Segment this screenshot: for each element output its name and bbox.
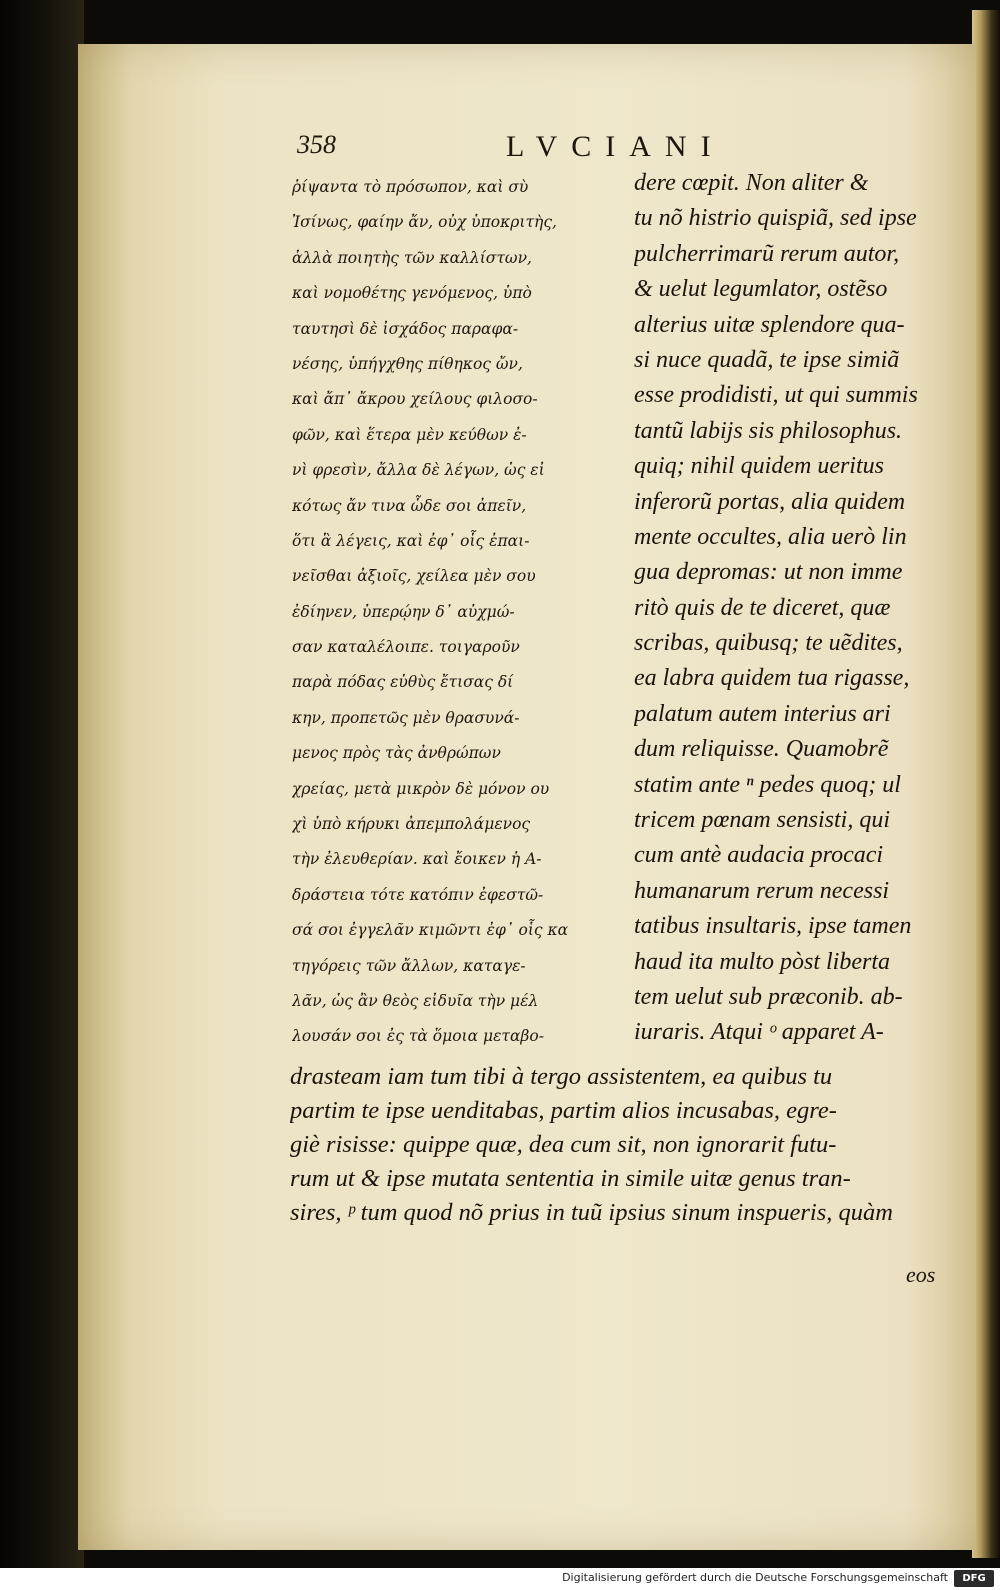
greek-text-line: φῶν, καὶ ἕτερα μὲν κεύθων ἐ- xyxy=(292,425,527,444)
latin-text-line: tricem pœnam sensisti, qui xyxy=(634,807,890,834)
latin-text-line: palatum autem interius ari xyxy=(634,700,891,727)
latin-text-line: sires, ᵖ tum quod nõ prius in tuũ ipsius sinum inspueris, quàm xyxy=(290,1199,893,1226)
running-title: LVCIANI xyxy=(506,130,725,163)
greek-text-line: Ἰσίνως, φαίην ἄν, οὐχ ὑποκριτὴς, xyxy=(292,213,557,232)
latin-text-line: gua depromas: ut non imme xyxy=(634,559,903,586)
greek-text-line: λᾶν, ὡς ἂν θεὸς εἰδυῖα τὴν μέλ xyxy=(292,991,539,1010)
greek-text-line: παρὰ πόδας εὐθὺς ἔτισας δί xyxy=(292,673,514,692)
latin-text-line: cum antè audacia procaci xyxy=(634,842,884,869)
latin-text-line: tem uelut sub præconib. ab- xyxy=(634,983,903,1010)
latin-text-line: giè risisse: quippe quæ, dea cum sit, non ignorarit futu- xyxy=(290,1131,837,1158)
latin-text-line: dere cœpit. Non aliter & xyxy=(634,170,869,196)
latin-full-width-text xyxy=(290,1060,950,1230)
latin-text-line: humanarum rerum necessi xyxy=(634,877,890,904)
latin-text-line: dum reliquisse. Quamobrẽ xyxy=(634,736,889,763)
latin-text-line: iuraris. Atqui ᵒ apparet A- xyxy=(634,1019,884,1046)
latin-text-line: statim ante ⁿ pedes quoq; ul xyxy=(634,771,901,798)
latin-text-line: si nuce quadã, te ipse simiã xyxy=(634,346,900,373)
greek-text-line: ταυτησὶ δὲ ἰσχάδος παραφα- xyxy=(292,319,519,338)
greek-text-line: χὶ ὑπὸ κήρυκι ἀπεμπολάμενος xyxy=(292,815,531,834)
greek-text-line: κην, προπετῶς μὲν θρασυνά- xyxy=(292,708,520,727)
latin-text-line: tatibus insultaris, ipse tamen xyxy=(634,913,912,940)
latin-text-line: ritò quis de te diceret, quæ xyxy=(634,594,891,621)
latin-text-line: pulcherrimarũ rerum autor, xyxy=(634,240,900,267)
greek-text-line: καὶ νομοθέτης γενόμενος, ὑπὸ xyxy=(292,284,532,303)
book-edge xyxy=(972,10,1000,1558)
greek-text-line: τηγόρεις τῶν ἄλλων, καταγε- xyxy=(292,956,526,975)
latin-text-line: mente occultes, alia uerò lin xyxy=(634,523,907,550)
latin-text-line: tu nõ histrio quispiã, sed ipse xyxy=(634,205,917,232)
latin-text-line: rum ut & ipse mutata sententia in simile uitæ genus tran- xyxy=(290,1165,851,1192)
greek-text-line: νεῖσθαι ἀξιοῖς, χείλεα μὲν σου xyxy=(292,567,536,586)
greek-text-line: νέσης, ὑπήγχθης πίθηκος ὤν, xyxy=(292,354,523,373)
greek-text-line: λουσάν σοι ἐς τὰ ὅμοια μεταβο- xyxy=(292,1027,544,1046)
latin-text-column xyxy=(634,166,964,1051)
latin-text-line: alterius uitæ splendore qua- xyxy=(634,311,905,338)
dfg-logo: DFG xyxy=(954,1570,994,1587)
greek-text-line: μενος πρὸς τὰς ἀνθρώπων xyxy=(292,744,501,763)
page-number: 358 xyxy=(297,130,336,159)
digitization-footer xyxy=(0,1568,1000,1590)
greek-text-line: ἀλλὰ ποιητὴς τῶν καλλίστων, xyxy=(292,248,532,267)
latin-text-line: haud ita multo pòst liberta xyxy=(634,948,891,975)
greek-text-line: νὶ φρεσὶν, ἄλλα δὲ λέγων, ὡς εἰ xyxy=(292,461,545,480)
left-page-bleed xyxy=(0,0,84,1568)
greek-text-line: χρείας, μετὰ μικρὸν δὲ μόνον ου xyxy=(292,779,550,798)
greek-text-line: σαν καταλέλοιπε. τοιγαροῦν xyxy=(292,638,520,657)
greek-text-line: κότως ἄν τινα ὧδε σοι ἀπεῖν, xyxy=(292,496,527,515)
latin-text-line: scribas, quibusq; te uẽdites, xyxy=(634,630,903,657)
funding-credit: Digitalisierung gefördert durch die Deutsche Forschungsgemeinschaft xyxy=(562,1571,948,1584)
greek-text-line: ἐδίηνεν, ὑπερῴην δ᾽ αὐχμώ- xyxy=(292,602,515,621)
greek-text-line: δράστεια τότε κατόπιν ἐφεστῶ- xyxy=(292,885,544,904)
latin-text-line: esse prodidisti, ut qui summis xyxy=(634,382,918,409)
latin-text-line: tantũ labijs sis philosophus. xyxy=(634,417,903,444)
latin-text-line: inferorũ portas, alia quidem xyxy=(634,488,906,515)
latin-text-line: ea labra quidem tua rigasse, xyxy=(634,665,910,692)
catchword: eos xyxy=(906,1262,936,1287)
greek-text-column xyxy=(292,170,610,1055)
greek-text-line: τὴν ἐλευθερίαν. καὶ ἔοικεν ἡ Α- xyxy=(292,850,542,869)
greek-text-line: σά σοι ἐγγελᾶν κιμῶντι ἐφ᾽ οἷς κα xyxy=(292,921,569,940)
greek-text-line: καὶ ἄπ᾽ ἄκρου χείλους φιλοσο- xyxy=(292,390,538,409)
latin-text-line: partim te ipse uenditabas, partim alios incusabas, egre- xyxy=(290,1097,837,1124)
latin-text-line: quiq; nihil quidem ueritus xyxy=(634,453,884,480)
running-head xyxy=(0,130,1000,170)
greek-text-line: ῥίψαντα τὸ πρόσωπον, καὶ σὺ xyxy=(292,178,529,196)
latin-text-line: drasteam iam tum tibi à tergo assistentem, ea quibus tu xyxy=(290,1063,833,1090)
latin-text-line: & uelut legumlator, ostẽso xyxy=(634,276,888,303)
greek-text-line: ὅτι ἃ λέγεις, καὶ ἐφ᾽ οἷς ἐπαι- xyxy=(292,531,530,550)
